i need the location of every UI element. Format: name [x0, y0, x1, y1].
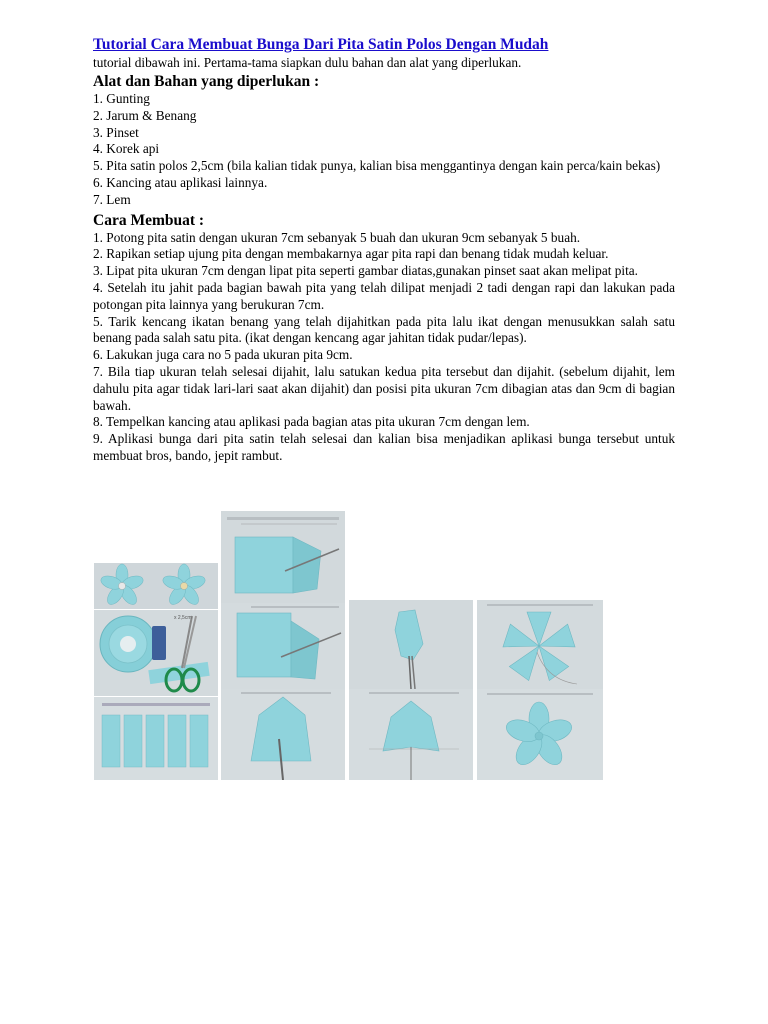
list-item: 2. Jarum & Benang [93, 107, 197, 123]
step-item: 3. Lipat pita ukuran 7cm dengan lipat pita seperti gambar diatas,gunakan pinset saat akan melipat pita. [93, 263, 638, 279]
step-item: 7. Bila tiap ukuran telah selesai dijahit, lalu satukan kedua pita tersebut dan dijahit. (sebelum dijahit, lem dahulu pita agar tidak lari-lari saat akan dijahit) dan posisi pita ukuran 7cm dibagian atas dan 9cm di bagian bawah. [93, 363, 675, 413]
photo-fold-step-3 [221, 689, 345, 780]
step-item: 5. Tarik kencang ikatan benang yang telah dijahitkan pada pita lalu ikat dengan menusukkan salah satu benang pada salah satu pita. (ikat dengan kencang agar jahitan tidak pudar/lepas). [93, 313, 675, 346]
intro-text: tutorial dibawah ini. Pertama-tama siapkan dulu bahan dan alat yang diperlukan. [93, 55, 522, 70]
tools-list [93, 91, 675, 209]
steps-heading: Cara Membuat : [93, 211, 205, 229]
document-body [93, 35, 675, 465]
tools-heading: Alat dan Bahan yang diperlukan : [93, 73, 320, 90]
step-item: 4. Setelah itu jahit pada bagian bawah pita yang telah dilipat menjadi 2 tadi dengan rapi dan lakukan pada potongan pita lainnya yang berukuran 7cm. [93, 279, 675, 312]
photo-fold-step-1 [221, 511, 345, 603]
list-item: 6. Kancing atau aplikasi lainnya. [93, 174, 268, 190]
list-item: 5. Pita satin polos 2,5cm (bila kalian tidak punya, kalian bisa menggantinya dengan kain perca/kain bekas) [93, 158, 661, 174]
list-item: 1. Gunting [93, 91, 150, 106]
step-item: 2. Rapikan setiap ujung pita dengan membakarnya agar pita rapi dan benang tidak mudah keluar. [93, 246, 609, 262]
photo-cut-ribbons [94, 697, 218, 780]
step-item: 8. Tempelkan kancing atau aplikasi pada bagian atas pita ukuran 7cm dengan lem. [93, 414, 530, 430]
photo-flower-assembled [477, 600, 603, 689]
steps-list [93, 230, 675, 465]
photo-fold-step-2 [221, 603, 345, 689]
step-item: 9. Aplikasi bunga dari pita satin telah selesai dan kalian bisa menjadikan aplikasi bunga tersebut untuk membuat bros, bando, jepit rambut. [93, 431, 675, 463]
list-item: 7. Lem [93, 191, 131, 207]
photo-finished-flowers [94, 563, 218, 609]
page-title-link[interactable]: Tutorial Cara Membuat Bunga Dari Pita Satin Polos Dengan Mudah [93, 36, 549, 53]
list-item: 4. Korek api [93, 141, 160, 157]
photo-flower-finished [477, 689, 603, 780]
step-item: 6. Lakukan juga cara no 5 pada ukuran pita 9cm. [93, 347, 353, 363]
step-item: 1. Potong pita satin dengan ukuran 7cm sebanyak 5 buah dan ukuran 9cm sebanyak 5 buah. [93, 229, 581, 245]
photo-petal-tweezers [349, 600, 473, 689]
photo-materials-ribbon-scissors: x 2,5cm [94, 610, 218, 696]
list-item: 3. Pinset [93, 124, 139, 140]
photo-petal-sewn [349, 689, 473, 780]
